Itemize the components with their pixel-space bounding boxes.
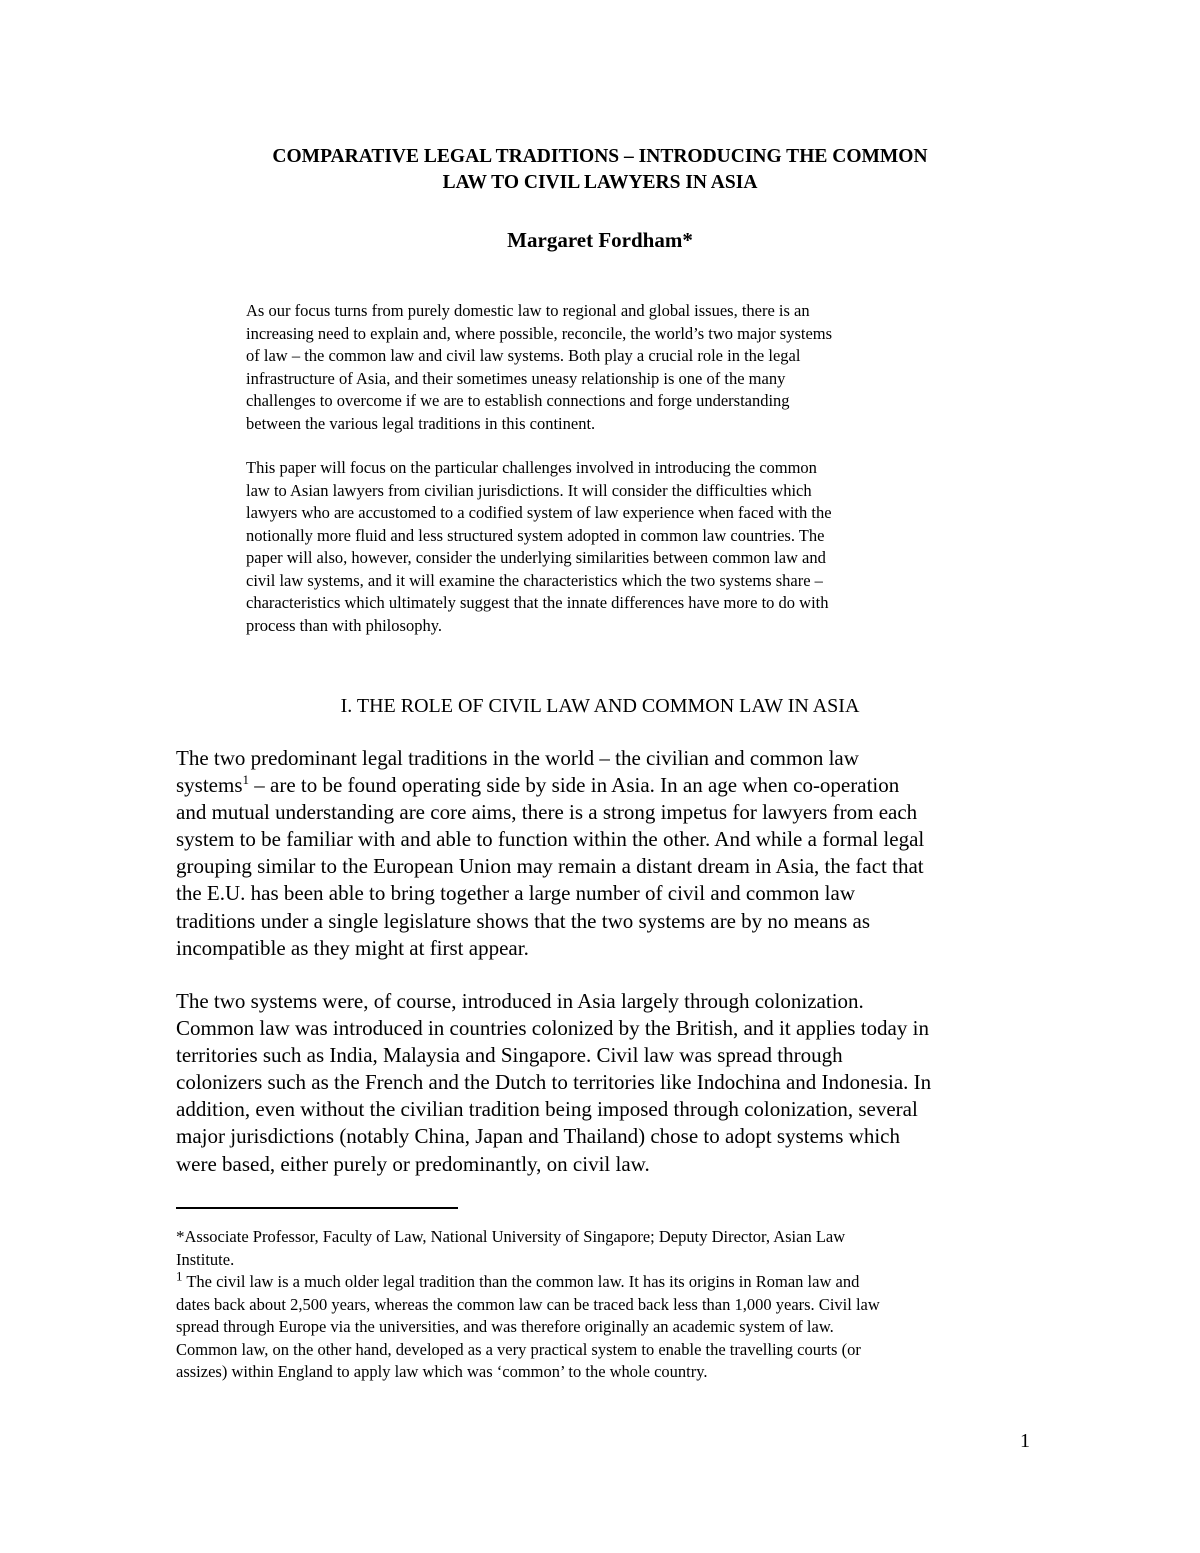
body-line: and mutual understanding are core aims, there is a strong impetus for lawyers from each xyxy=(176,800,918,825)
body-line: territories such as India, Malaysia and Singapore. Civil law was spread through xyxy=(176,1043,843,1068)
body-paragraph-1 xyxy=(176,745,1056,962)
abstract-line: process than with philosophy. xyxy=(246,615,442,635)
body-line: colonizers such as the French and the Dutch to territories like Indochina and Indonesia. In xyxy=(176,1070,932,1095)
author-name: Margaret Fordham* xyxy=(507,228,693,252)
author-footnote-line xyxy=(176,1226,1056,1249)
abstract-line: infrastructure of Asia, and their sometimes uneasy relationship is one of the many xyxy=(246,368,786,388)
footnote-divider xyxy=(176,1207,458,1209)
footnote-1-line xyxy=(176,1268,1056,1294)
abstract-line: law to Asian lawyers from civilian jurisdictions. It will consider the difficulties which xyxy=(246,480,812,500)
abstract-line: This paper will focus on the particular challenges involved in introducing the common xyxy=(246,458,817,477)
footnote-1-line: assizes) within England to apply law which was ‘common’ to the whole country. xyxy=(176,1362,708,1381)
body-line xyxy=(176,772,1056,799)
title-line-1: COMPARATIVE LEGAL TRADITIONS – INTRODUCING THE COMMON xyxy=(272,146,928,167)
abstract-line: of law – the common law and civil law systems. Both play a crucial role in the legal xyxy=(246,346,801,365)
body-line: major jurisdictions (notably China, Japan and Thailand) chose to adopt systems which xyxy=(176,1124,900,1149)
body-text: systems xyxy=(176,773,243,798)
paper-title xyxy=(150,144,1050,196)
section-heading: I. THE ROLE OF CIVIL LAW AND COMMON LAW IN ASIA xyxy=(340,695,860,717)
body-line: Common law was introduced in countries colonized by the British, and it applies today in xyxy=(176,1016,929,1041)
page-number: 1 xyxy=(1020,1430,1030,1452)
abstract-line: challenges to overcome if we are to establish connections and forge understanding xyxy=(246,391,790,410)
abstract-line: notionally more fluid and less structured system adopted in common law countries. The xyxy=(246,525,825,545)
abstract-paragraph-1 xyxy=(246,300,966,435)
body-line: grouping similar to the European Union may remain a distant dream in Asia, the fact that xyxy=(176,854,924,879)
body-line: were based, either purely or predominantly, on civil law. xyxy=(176,1151,650,1176)
abstract-line: characteristics which ultimately suggest that the innate differences have more to do with xyxy=(246,593,829,612)
abstract-line: between the various legal traditions in this continent. xyxy=(246,413,596,433)
footnote-1-number: 1 xyxy=(176,1268,183,1284)
body-line: The two systems were, of course, introduced in Asia largely through colonization. xyxy=(176,989,864,1013)
body-line: system to be familiar with and able to function within the other. And while a formal legal xyxy=(176,827,925,852)
body-line: traditions under a single legislature shows that the two systems are by no means as xyxy=(176,908,871,933)
footnote-1-line: dates back about 2,500 years, whereas the common law can be traced back less than 1,000 years. Civil law xyxy=(176,1294,880,1314)
footnotes xyxy=(176,1226,1056,1384)
footnote-reference[interactable]: 1 xyxy=(242,772,250,788)
abstract-line: lawyers who are accustomed to a codified system of law experience when faced with the xyxy=(246,503,832,522)
abstract-line: As our focus turns from purely domestic law to regional and global issues, there is an xyxy=(246,301,810,320)
abstract-line: increasing need to explain and, where possible, reconcile, the world’s two major systems xyxy=(246,323,833,343)
footnote-1-text: The civil law is a much older legal tradition than the common law. It has its origins in Roman law and xyxy=(182,1272,860,1291)
footnote-1-line: Common law, on the other hand, developed as a very practical system to enable the travelling courts (or xyxy=(176,1339,861,1359)
author-footnote-line: Institute. xyxy=(176,1249,235,1269)
title-line-2: LAW TO CIVIL LAWYERS IN ASIA xyxy=(442,172,758,193)
author-footnote-text: Associate Professor, Faculty of Law, National University of Singapore; Deputy Director, Asian Law xyxy=(184,1227,846,1246)
body-line: The two predominant legal traditions in the world – the civilian and common law xyxy=(176,746,859,770)
abstract-paragraph-2 xyxy=(246,457,966,637)
body-line: incompatible as they might at first appear. xyxy=(176,935,529,960)
abstract-line: paper will also, however, consider the underlying similarities between common law and xyxy=(246,548,826,567)
abstract-line: civil law systems, and it will examine the characteristics which the two systems share – xyxy=(246,570,823,590)
body-text: – are to be found operating side by side in Asia. In an age when co-operation xyxy=(249,773,900,798)
body-line: the E.U. has been able to bring together a large number of civil and common law xyxy=(176,881,855,906)
body-paragraph-2 xyxy=(176,988,1056,1178)
footnote-1-line: spread through Europe via the universities, and was therefore originally an academic system of law. xyxy=(176,1317,834,1336)
body-line: addition, even without the civilian tradition being imposed through colonization, several xyxy=(176,1097,918,1122)
author-footnote-mark: * xyxy=(176,1227,185,1246)
